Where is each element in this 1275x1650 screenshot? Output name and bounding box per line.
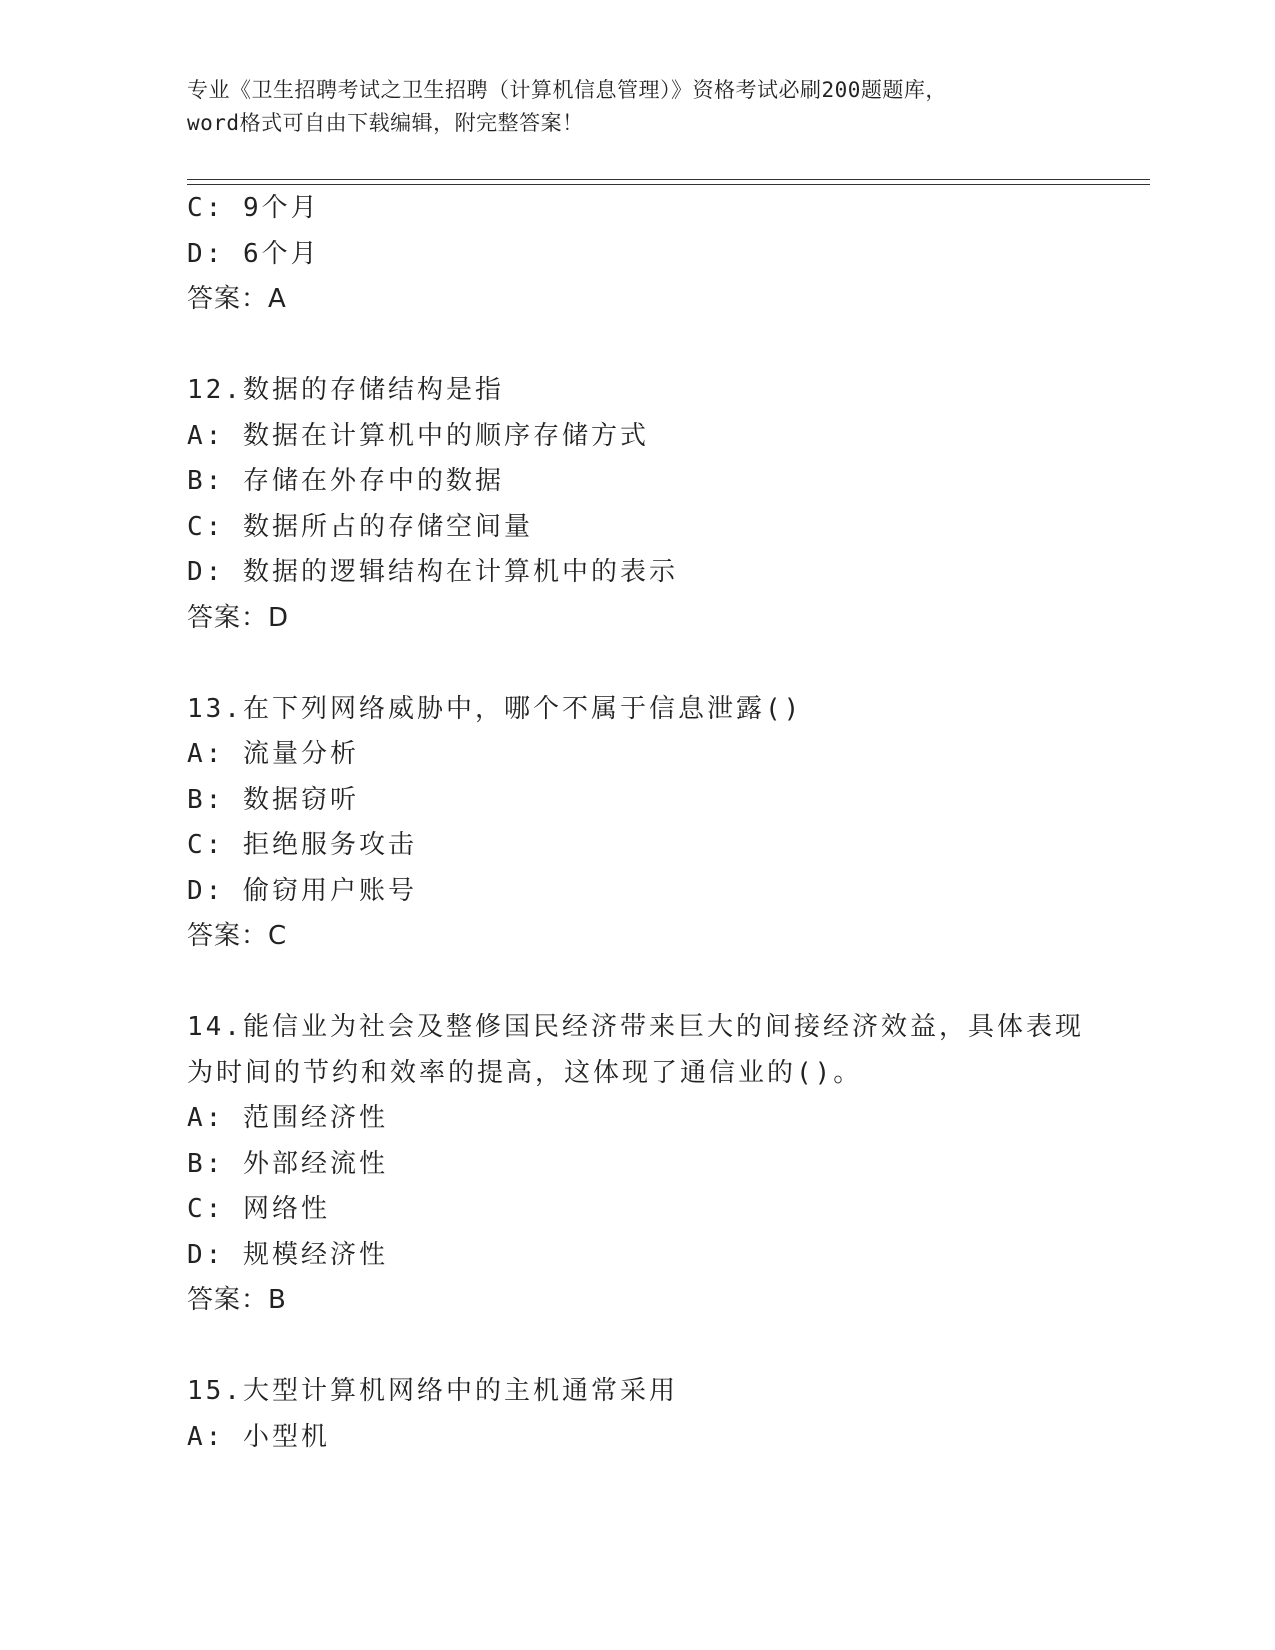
spacer <box>187 960 1087 1006</box>
option-a: A: 流量分析 <box>187 739 359 769</box>
option-c: C: 数据所占的存储空间量 <box>187 511 533 542</box>
document-header <box>187 74 1087 140</box>
option-a: A: 数据在计算机中的顺序存储方式 <box>187 420 649 451</box>
header-line-2: word格式可自由下载编辑，附完整答案！ <box>187 111 584 135</box>
question-12 <box>187 368 1087 641</box>
question-13 <box>187 687 1087 960</box>
option-c: C: 9个月 <box>187 193 320 223</box>
question-stem-line-1: 14.能信业为社会及整修国民经济带来巨大的间接经济效益，具体表现 <box>187 1012 1084 1042</box>
spacer <box>187 323 1087 369</box>
answer: 答案：A <box>187 284 287 314</box>
option-a: A: 小型机 <box>187 1421 330 1452</box>
header-divider-top <box>187 179 1150 180</box>
question-list <box>187 186 1087 1460</box>
spacer <box>187 641 1087 687</box>
answer: 答案：C <box>187 921 288 951</box>
option-b: B: 存储在外存中的数据 <box>187 466 504 496</box>
question-stem: 13.在下列网络威胁中，哪个不属于信息泄露() <box>187 693 803 724</box>
option-b: B: 数据窃听 <box>187 784 359 815</box>
option-d: D: 偷窃用户账号 <box>187 875 417 906</box>
question-stem: 12.数据的存储结构是指 <box>187 375 504 405</box>
option-a: A: 范围经济性 <box>187 1103 388 1133</box>
question-stem-line-2: 为时间的节约和效率的提高，这体现了通信业的()。 <box>187 1057 863 1088</box>
question-14 <box>187 1005 1087 1324</box>
question-15 <box>187 1369 1087 1460</box>
option-d: D: 规模经济性 <box>187 1239 388 1270</box>
option-c: C: 拒绝服务攻击 <box>187 830 417 860</box>
header-divider-bottom <box>187 184 1150 185</box>
option-d: D: 数据的逻辑结构在计算机中的表示 <box>187 557 678 587</box>
header-line-1: 专业《卫生招聘考试之卫生招聘（计算机信息管理）》资格考试必刷200题题库， <box>187 78 947 102</box>
question-11-tail <box>187 186 1087 323</box>
answer: 答案：B <box>187 1285 287 1315</box>
option-d: D: 6个月 <box>187 238 320 269</box>
option-c: C: 网络性 <box>187 1194 330 1224</box>
question-stem: 15.大型计算机网络中的主机通常采用 <box>187 1376 678 1406</box>
answer: 答案：D <box>187 602 290 633</box>
spacer <box>187 1324 1087 1370</box>
option-b: B: 外部经流性 <box>187 1148 388 1179</box>
